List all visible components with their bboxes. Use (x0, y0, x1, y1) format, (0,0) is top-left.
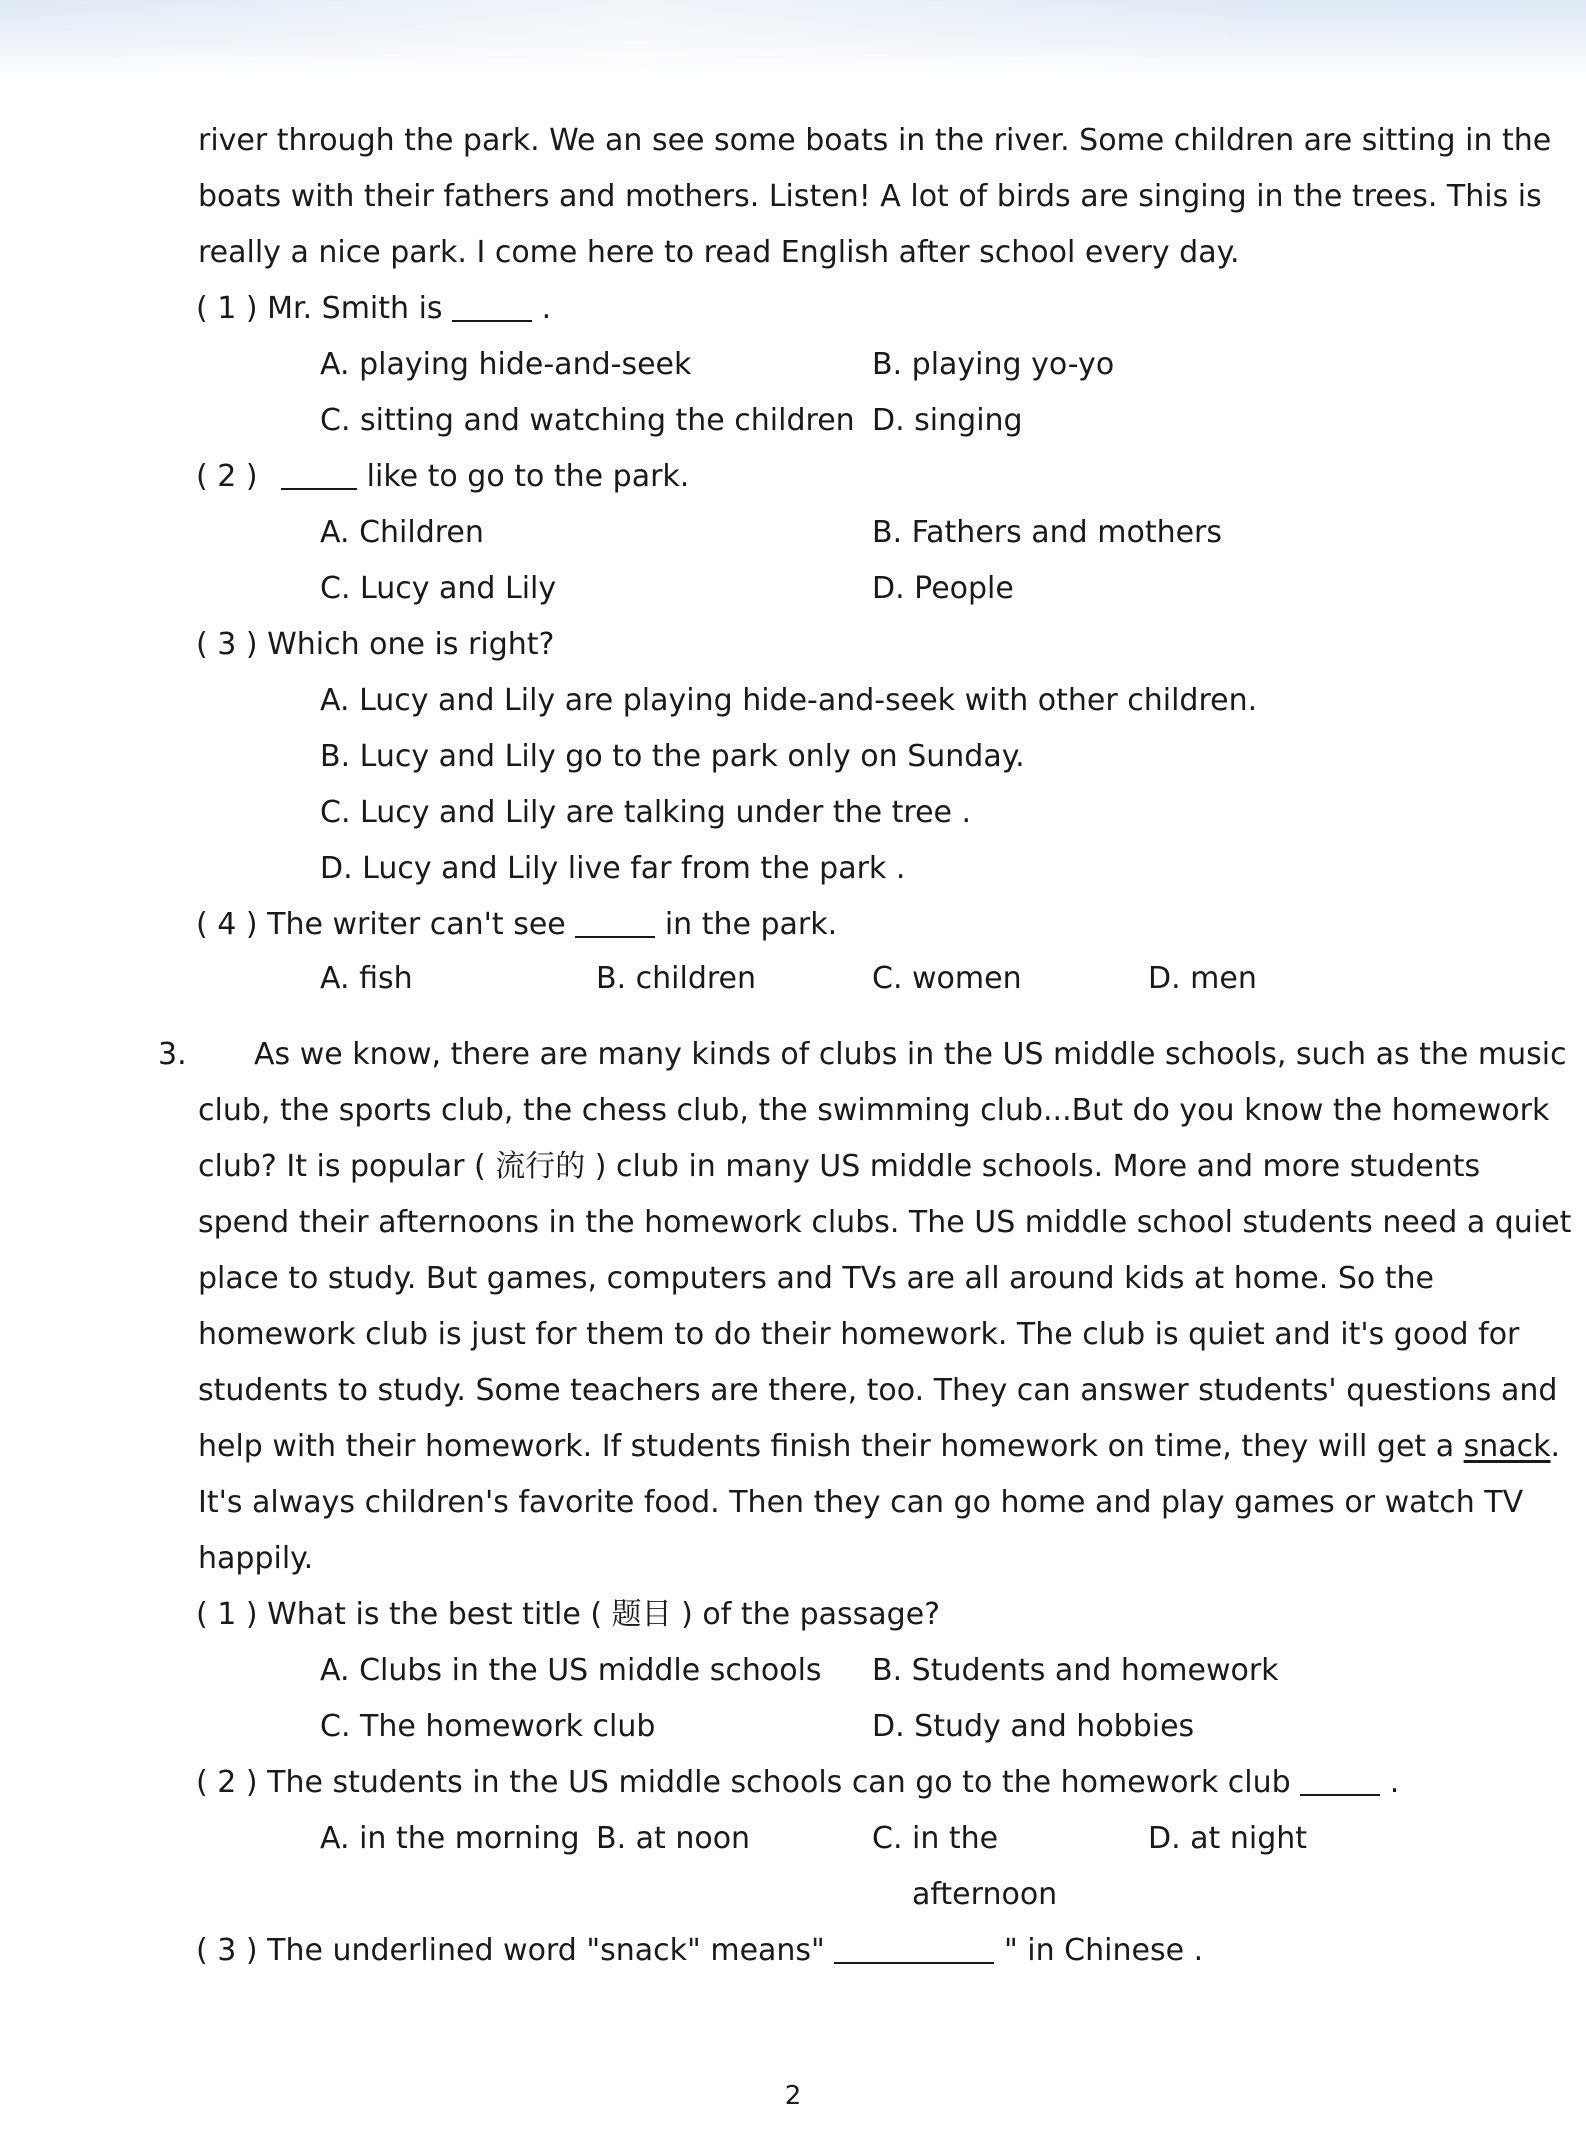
question-label: ( 1 ) (196, 1597, 258, 1632)
page-number: 2 (784, 2081, 802, 2111)
line-text: help with their homework. If students finish their homework on time, they will get a (198, 1429, 1464, 1464)
question-stem: like to go to the park. (366, 459, 690, 494)
question-label: ( 3 ) (196, 627, 258, 662)
question-stem: The underlined word "snack" means" (267, 1933, 825, 1968)
option-a: A. in the morning (320, 1821, 580, 1856)
answer-blank (575, 906, 655, 938)
question-stem: The writer can't see (267, 907, 566, 942)
option-b: B. at noon (596, 1821, 751, 1856)
option-c: C. The homework club (320, 1709, 656, 1744)
answer-blank (452, 290, 532, 322)
p2-question-2 (196, 457, 689, 497)
option-a: A. Lucy and Lily are playing hide-and-seek with other children. (320, 683, 1258, 718)
option-d: D. Study and hobbies (872, 1709, 1195, 1744)
option-d: D. singing (872, 403, 1023, 438)
p2-question-4 (196, 905, 837, 945)
option-b: B. children (596, 961, 757, 996)
option-c: C. sitting and watching the children (320, 403, 855, 438)
question-label: ( 4 ) (196, 907, 258, 942)
option-a: A. Children (320, 515, 484, 550)
option-c: C. women (872, 961, 1022, 996)
option-d: D. men (1148, 961, 1257, 996)
passage3-line-4: spend their afternoons in the homework clubs. The US middle school students need a quiet (198, 1205, 1572, 1240)
option-b: B. Students and homework (872, 1653, 1279, 1688)
p3-question-1 (196, 1595, 940, 1635)
question-stem-end: in the park. (664, 907, 838, 942)
question-stem: The students in the US middle schools can go to the homework club (267, 1765, 1291, 1800)
answer-blank (834, 1932, 994, 1964)
p3-question-3 (196, 1931, 1203, 1971)
option-a: A. Clubs in the US middle schools (320, 1653, 822, 1688)
option-d: D. Lucy and Lily live far from the park . (320, 851, 906, 886)
question-stem: Mr. Smith is (267, 291, 443, 326)
p2-question-1 (196, 289, 551, 329)
passage2-line-1: river through the park. We an see some boats in the river. Some children are sitting in the (198, 123, 1552, 158)
option-b: B. playing yo-yo (872, 347, 1115, 382)
passage3-line-3: club? It is popular ( 流行的 ) club in many US middle schools. More and more students (198, 1149, 1481, 1184)
passage2-line-3: really a nice park. I come here to read English after school every day. (198, 235, 1240, 270)
passage3-number: 3. (158, 1037, 187, 1072)
option-a: A. fish (320, 961, 413, 996)
question-stem: What is the best title ( 题目 ) of the passage? (267, 1597, 941, 1632)
underlined-word: snack (1463, 1429, 1551, 1464)
option-c: C. Lucy and Lily (320, 571, 557, 606)
passage3-line-9: It's always children's favorite food. Then they can go home and play games or watch TV (198, 1485, 1524, 1520)
option-b: B. Fathers and mothers (872, 515, 1223, 550)
p3-question-2 (196, 1763, 1399, 1803)
question-label: ( 3 ) (196, 1933, 258, 1968)
passage3-line-7: students to study. Some teachers are there, too. They can answer students' questions and (198, 1373, 1558, 1408)
question-label: ( 2 ) (196, 1765, 258, 1800)
passage3-line-5: place to study. But games, computers and TVs are all around kids at home. So the (198, 1261, 1434, 1296)
header-band (0, 0, 1586, 76)
question-stem: Which one is right? (267, 627, 555, 662)
question-stem-end: . (1389, 1765, 1400, 1800)
option-d: D. People (872, 571, 1014, 606)
option-b: B. Lucy and Lily go to the park only on Sunday. (320, 739, 1025, 774)
question-stem-end: . (541, 291, 552, 326)
option-c-continued: afternoon (912, 1877, 1058, 1912)
passage3-line-1: As we know, there are many kinds of clubs in the US middle schools, such as the music (254, 1037, 1567, 1072)
p2-question-3 (196, 625, 554, 665)
passage3-line-8 (198, 1427, 1561, 1467)
answer-blank (1300, 1764, 1380, 1796)
answer-blank (281, 458, 357, 490)
passage3-line-6: homework club is just for them to do their homework. The club is quiet and it's good for (198, 1317, 1520, 1352)
question-label: ( 1 ) (196, 291, 258, 326)
question-label: ( 2 ) (196, 459, 258, 494)
line-end: . (1550, 1429, 1561, 1464)
option-c: C. Lucy and Lily are talking under the tree . (320, 795, 972, 830)
passage2-line-2: boats with their fathers and mothers. Listen! A lot of birds are singing in the trees. This is (198, 179, 1542, 214)
option-d: D. at night (1148, 1821, 1308, 1856)
option-c: C. in the (872, 1821, 999, 1856)
question-stem-end: " in Chinese . (1003, 1933, 1204, 1968)
passage3-line-2: club, the sports club, the chess club, the swimming club...But do you know the homework (198, 1093, 1550, 1128)
option-a: A. playing hide-and-seek (320, 347, 692, 382)
passage3-line-10: happily. (198, 1541, 314, 1576)
